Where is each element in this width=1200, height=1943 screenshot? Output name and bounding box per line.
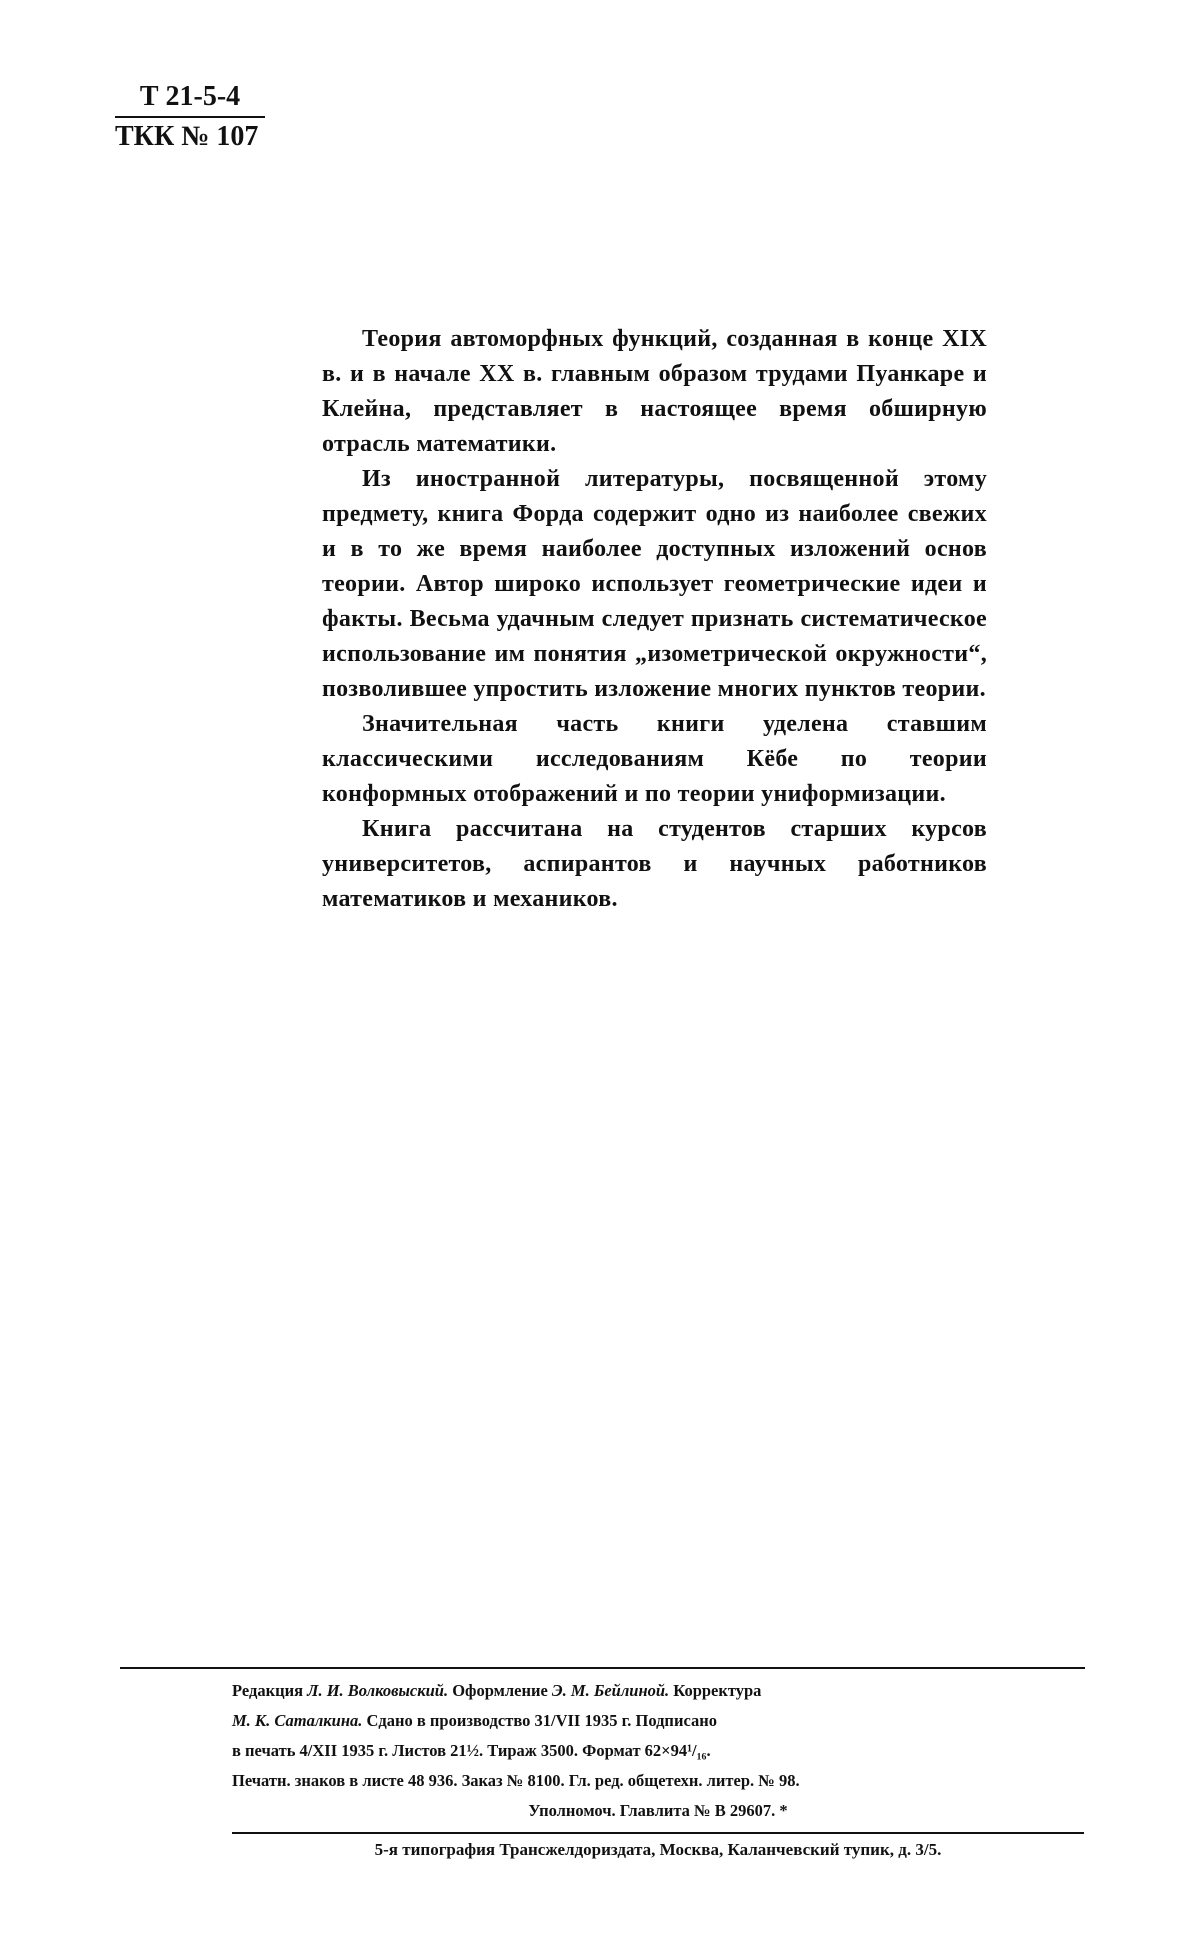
annotation-paragraph-2: Из иностранной литературы, посвященной этому предмету, книга Форда содержит одно из наиболее свежих и в то же время наиболее доступных изложений основ теории. Автор широко использует геометрические идеи и факты. Весьма удачным следует признать систематическое использование им понятия „изометрической окружности“, позволившее упростить изложение многих пунктов теории.: [322, 466, 987, 702]
imprint-line-3: в печать 4/XII 1935 г. Листов 21½. Тираж 3500. Формат 62×94¹/₁₆.: [232, 1741, 711, 1760]
catalog-code-bottom: ТКК № 107: [115, 121, 259, 152]
proof-label: Корректура: [673, 1681, 762, 1700]
imprint-divider: [120, 1667, 1085, 1669]
design-name: Э. М. Бейлиной.: [551, 1681, 670, 1700]
proof-name: М. К. Саталкина.: [232, 1711, 363, 1730]
annotation-paragraph-3: Значительная часть книги уделена ставшим классическими исследованиям Кёбе по теории конформных отображений и по теории униформизации.: [322, 711, 987, 807]
catalog-code-top: Т 21-5-4: [115, 80, 265, 118]
editor-label: Редакция: [232, 1681, 304, 1700]
imprint-block: [232, 1676, 1084, 1826]
annotation-paragraph-4: Книга рассчитана на студентов старших курсов университетов, аспирантов и научных работников математиков и механиков.: [322, 816, 987, 912]
catalog-codes: [115, 80, 280, 154]
annotation-paragraph-1: Теория автоморфных функций, созданная в конце XIX в. и в начале XX в. главным образом трудами Пуанкаре и Клейна, представляет в настоящее время обширную отрасль математики.: [322, 326, 987, 457]
annotation-text: [322, 322, 987, 917]
design-label: Оформление: [452, 1681, 548, 1700]
printer-divider: [232, 1832, 1084, 1834]
imprint-line-4: Печатн. знаков в листе 48 936. Заказ № 8100. Гл. ред. общетехн. литер. № 98.: [232, 1771, 800, 1790]
imprint-line-1: [232, 1676, 1084, 1706]
production-dates: Сдано в производство 31/VII 1935 г. Подписано: [366, 1711, 717, 1730]
printer-line: 5-я типография Трансжелдориздата, Москва, Каланчевский тупик, д. 3/5.: [374, 1840, 942, 1859]
imprint-line-2: [232, 1706, 1084, 1736]
imprint-line-5: Уполномоч. Главлита № В 29607. *: [528, 1801, 788, 1820]
editor-name: Л. И. Волковыский.: [307, 1681, 449, 1700]
